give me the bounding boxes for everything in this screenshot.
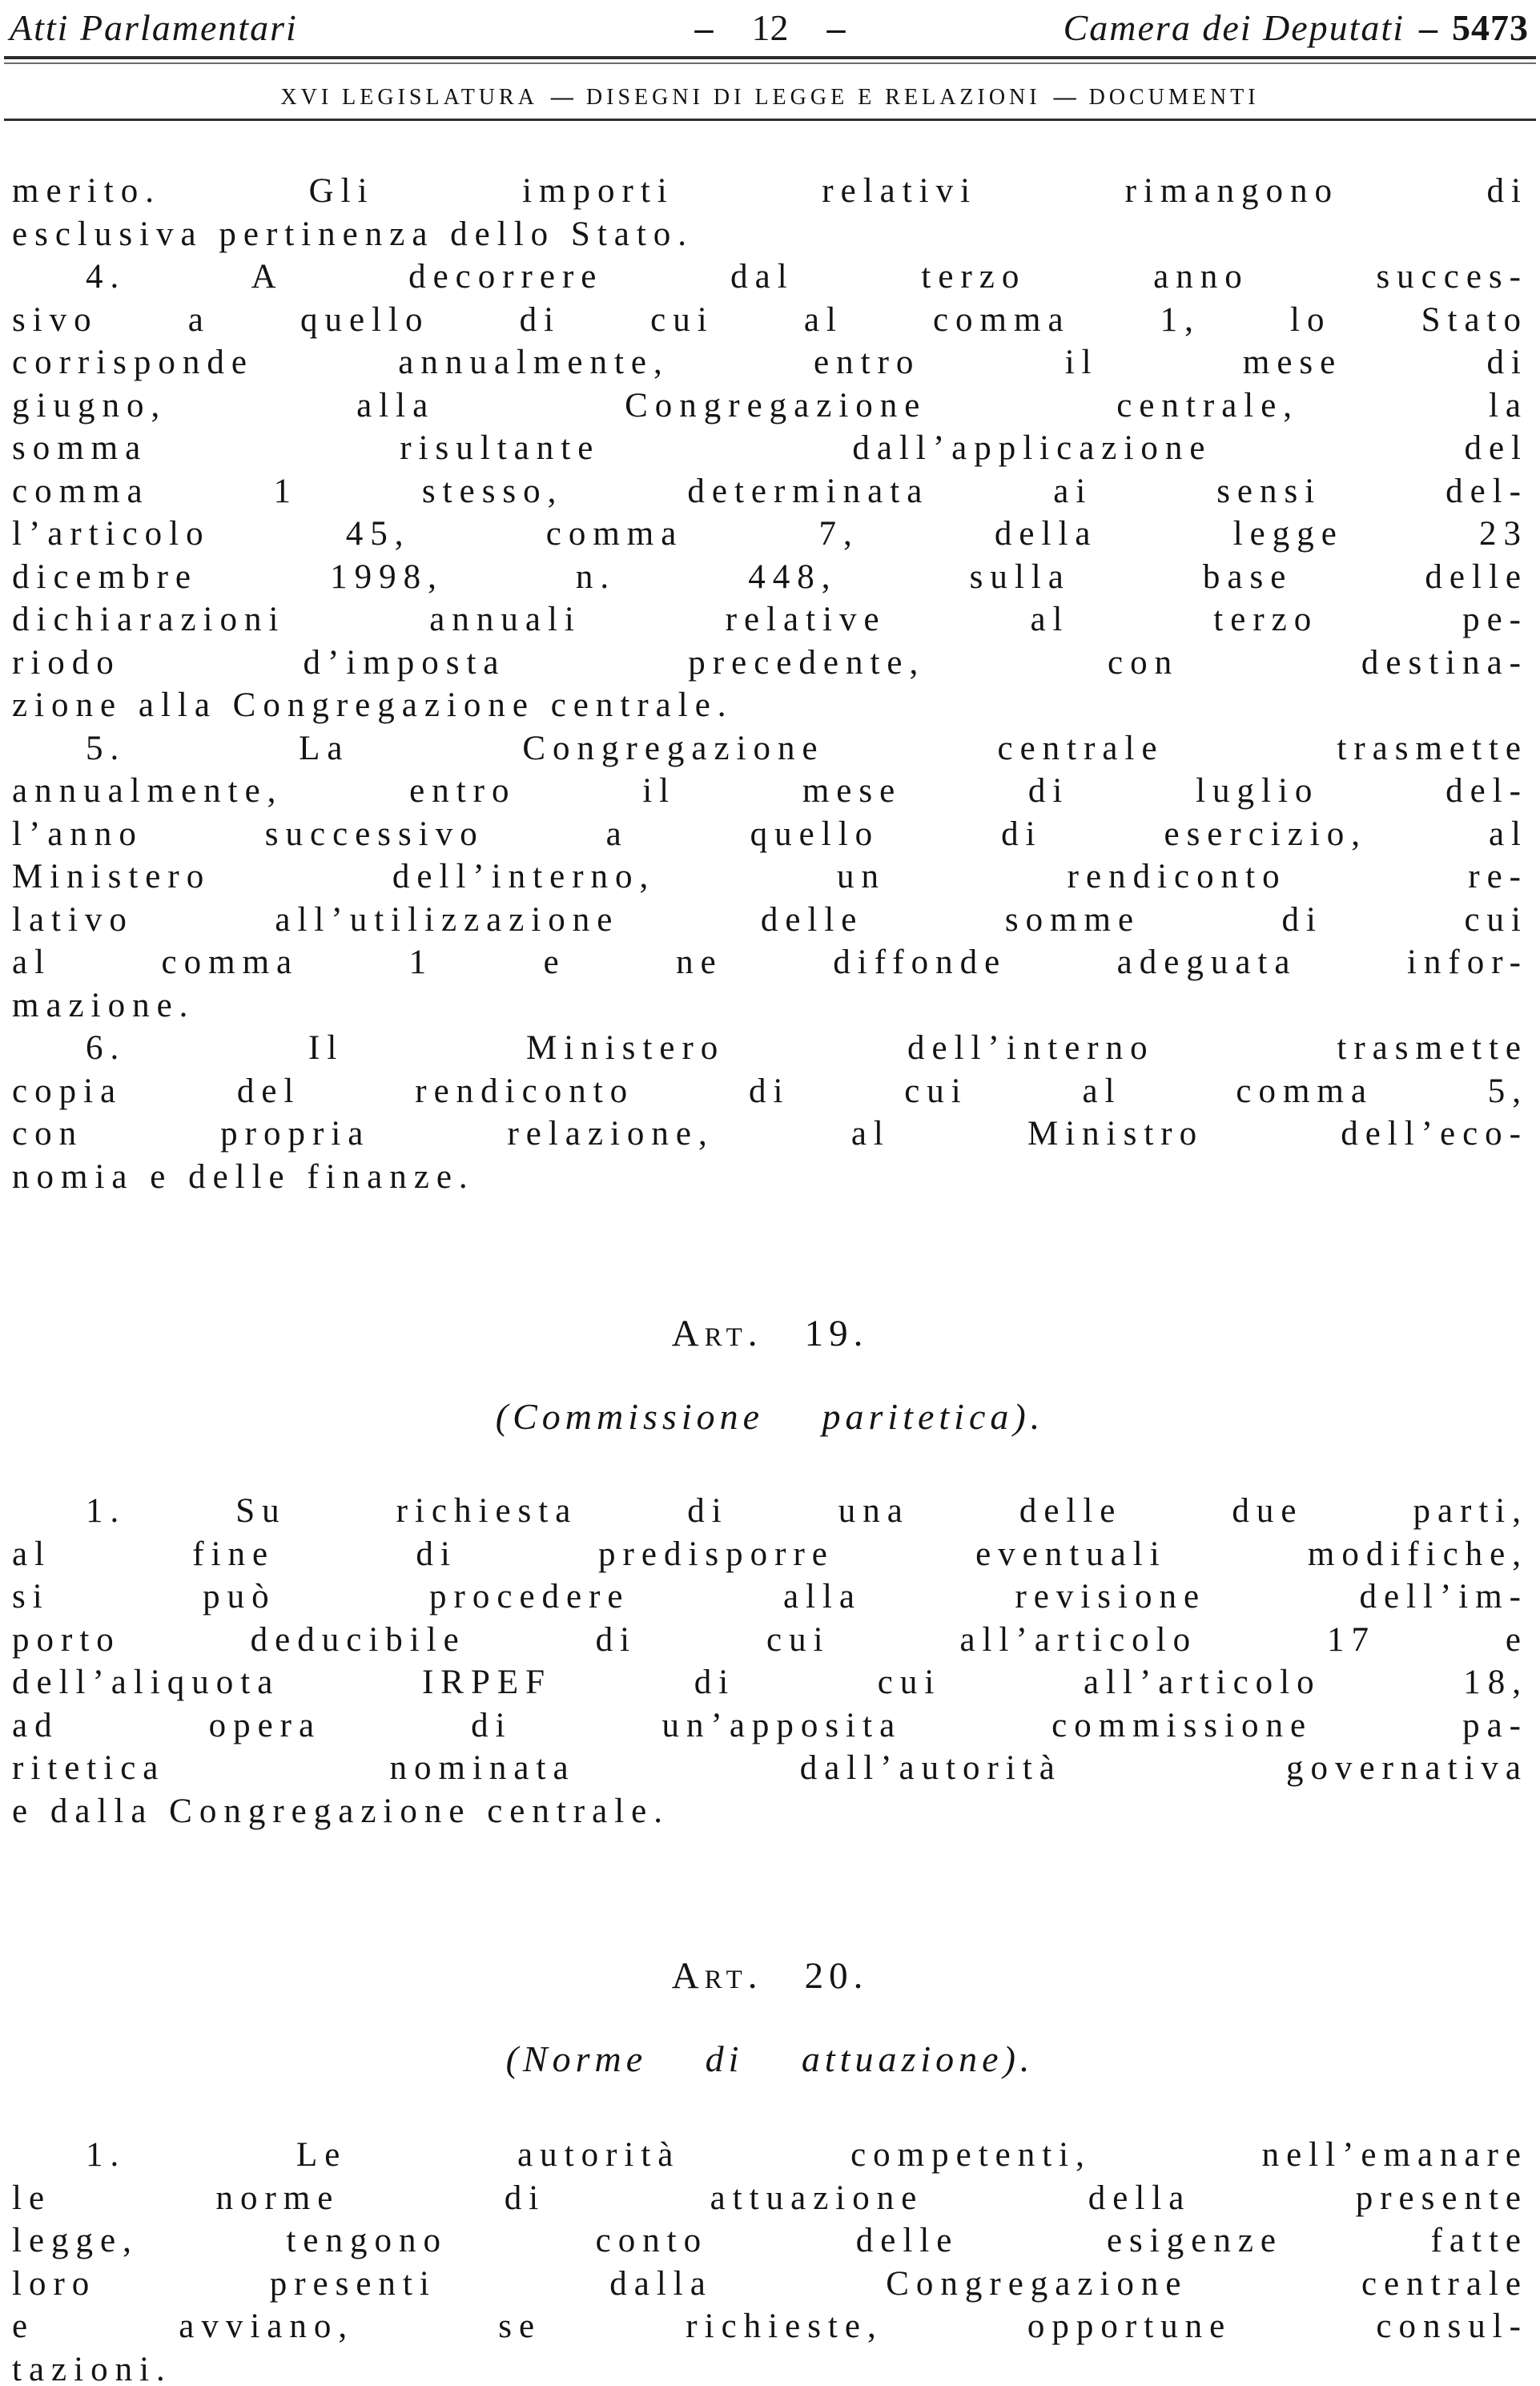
article-20-label: Art. — [671, 1955, 763, 1997]
chamber-title-group — [1064, 6, 1529, 49]
article-19-label: Art. — [671, 1313, 763, 1354]
text-line: dell’aliquota IRPEF di cui all’articolo 18, — [12, 1664, 1528, 1701]
article-19-number: 19. — [804, 1313, 869, 1354]
text-line: legge, tengono conto delle esigenze fatte — [12, 2222, 1528, 2259]
chamber-dash: – — [1419, 7, 1437, 48]
chamber-title: Camera dei Deputati — [1063, 7, 1405, 48]
text-line: 1. Su richiesta di una delle due parti, — [86, 1492, 1528, 1530]
text-line: ritetica nominata dall’autorità governativa — [12, 1749, 1528, 1787]
text-line: lativo all’utilizzazione delle somme di cui — [12, 900, 1528, 939]
article-19-heading — [0, 1312, 1540, 1355]
text-line: porto deducibile di cui all’articolo 17 e — [12, 1620, 1528, 1659]
text-line: copia del rendiconto di cui al comma 5, — [12, 1072, 1528, 1110]
text-line: al comma 1 e ne diffonde adeguata infor- — [12, 944, 1528, 981]
section-label: DISEGNI DI LEGGE E RELAZIONI — [585, 85, 1041, 110]
article-20-heading — [0, 1954, 1540, 1998]
text-line: merito. Gli importi relativi rimangono di — [12, 172, 1528, 210]
document-number: 5473 — [1452, 7, 1529, 48]
text-line: corrisponde annualmente, entro il mese di — [12, 344, 1528, 381]
text-line: e avviano, se richieste, opportune consul- — [12, 2308, 1528, 2345]
legislature-label: XVI LEGISLATURA — [280, 85, 538, 110]
page-header — [0, 5, 1540, 54]
header-rule-thin — [4, 62, 1536, 64]
article-19-subtitle: (Commissione paritetica). — [495, 1396, 1045, 1437]
text-line: mazione. — [12, 986, 195, 1024]
page-number-group — [657, 6, 884, 49]
text-line: con propria relazione, al Ministro dell’eco- — [12, 1115, 1528, 1153]
text-line: dichiarazioni annuali relative al terzo pe- — [12, 601, 1528, 638]
text-line: 6. Il Ministero dell’interno trasmette — [86, 1029, 1528, 1067]
text-line: e dalla Congregazione centrale. — [12, 1792, 669, 1830]
text-line: comma 1 stesso, determinata ai sensi del- — [12, 472, 1528, 510]
text-line: 4. A decorrere dal terzo anno succes- — [86, 258, 1528, 296]
text-line: l’articolo 45, comma 7, della legge 23 — [12, 515, 1528, 553]
subheader-rule — [4, 119, 1536, 121]
text-line: si può procedere alla revisione dell’im- — [12, 1578, 1528, 1615]
text-line: somma risultante dall’applicazione del — [12, 429, 1528, 467]
subheader-dash-2: — — [1053, 85, 1076, 110]
text-line: al fine di predisporre eventuali modifiche, — [12, 1535, 1528, 1573]
text-line: l’anno successivo a quello di esercizio, al — [12, 815, 1528, 853]
text-line: nomia e delle finanze. — [12, 1157, 475, 1196]
text-line: ad opera di un’apposita commissione pa- — [12, 1706, 1528, 1744]
text-line: le norme di attuazione della presente — [12, 2179, 1528, 2217]
page-number: 12 — [751, 7, 789, 48]
text-line: dicembre 1998, n. 448, sulla base delle — [12, 557, 1528, 596]
body-text-block-2 — [12, 1490, 1528, 1833]
text-line: riodo d’imposta precedente, con destina- — [12, 643, 1528, 682]
text-line: sivo a quello di cui al comma 1, lo Stato — [12, 300, 1528, 339]
text-line: 5. La Congregazione centrale trasmette — [86, 729, 1528, 767]
page-number-dash-left: – — [694, 7, 714, 48]
legislature-line — [0, 85, 1540, 111]
article-20-subtitle: (Norme di attuazione). — [505, 2038, 1035, 2079]
text-line: loro presenti dalla Congregazione centrale — [12, 2264, 1528, 2303]
journal-title: Atti Parlamentari — [10, 7, 298, 48]
page-number-dash-right: – — [826, 7, 846, 48]
text-line: annualmente, entro il mese di luglio del- — [12, 772, 1528, 810]
documents-label: DOCUMENTI — [1088, 85, 1260, 110]
text-line: Ministero dell’interno, un rendiconto re- — [12, 858, 1528, 895]
article-20-number: 20. — [804, 1955, 869, 1997]
body-text-block-3 — [12, 2134, 1528, 2386]
text-line: giugno, alla Congregazione centrale, la — [12, 386, 1528, 424]
text-line: esclusiva pertinenza dello Stato. — [12, 215, 694, 253]
text-line: 1. Le autorità competenti, nell’emanare — [86, 2136, 1528, 2174]
header-rule-thick — [4, 56, 1536, 59]
body-text-block-1 — [12, 170, 1528, 1198]
header-double-rule — [4, 56, 1536, 64]
text-line: zione alla Congregazione centrale. — [12, 686, 734, 724]
text-line: tazioni. — [12, 2350, 172, 2386]
subheader-dash-1: — — [550, 85, 573, 110]
